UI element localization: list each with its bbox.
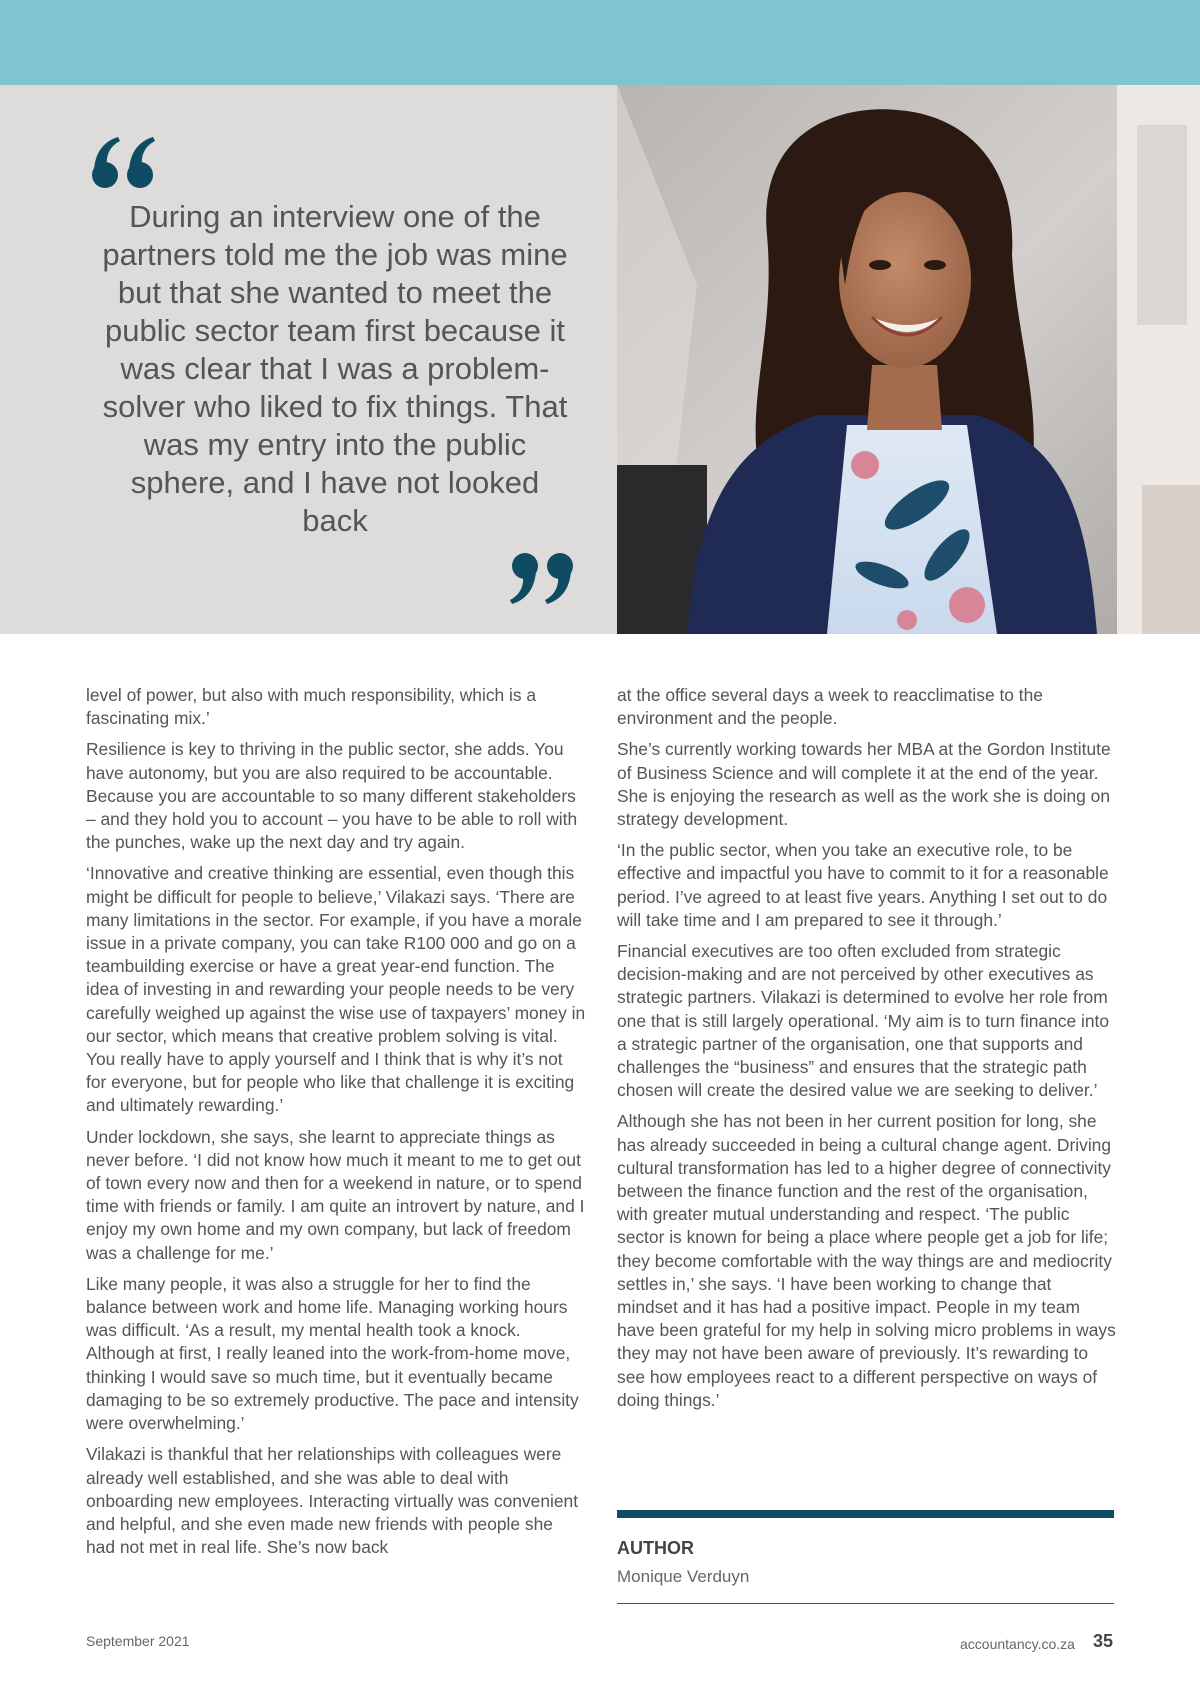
footer-site: accountancy.co.za bbox=[960, 1636, 1075, 1652]
paragraph: Financial executives are too often excluded from strategic decision-making and are not perceived by other executives as strategic partners. Vilakazi is determined to evolve her role from one that is still largely operational. ‘My aim is to turn finance into a strategic partner of the organisation, one that supports and challenges the “business” and ensures that the strategic path chosen will create the desired value we are seeking to deliver.’ bbox=[617, 941, 1110, 1101]
pull-quote-text: During an interview one of the partners told me the job was mine but that she wanted to meet the public sector team first because it was clear that I was a problem-solver who liked to fix things. That was my entry into the public sphere, and I have not looked back bbox=[102, 199, 568, 538]
page-number: 35 bbox=[1093, 1631, 1114, 1651]
paragraph: level of power, but also with much responsibility, which is a fascinating mix.’ bbox=[86, 685, 537, 729]
header-band bbox=[0, 0, 1200, 85]
paragraph: Although she has not been in her current position for long, she has already succeeded in being a cultural change agent. Driving cultural transformation has led to a higher degree of connectivity between the finance function and the rest of the organisation, with greater mutual understanding and respect. ‘The public sector is known for being a place where people get a job for life; they become comfortable with the way things are and mediocrity settles in,’ she says. ‘I have been working to change that mindset and it has had a positive impact. People in my team have been grateful for my help in solving micro problems in ways they may not have been aware of previously. It’s rewarding to see how employees react to a different perspective on ways of doing things.’ bbox=[617, 1111, 1116, 1410]
paragraph: at the office several days a week to reacclimatise to the environment and the people. bbox=[617, 685, 1043, 729]
footer-date: September 2021 bbox=[86, 1633, 190, 1649]
author-name: Monique Verduyn bbox=[617, 1567, 750, 1586]
portrait-photo bbox=[617, 85, 1200, 634]
right-column bbox=[617, 684, 1117, 1420]
left-column bbox=[86, 684, 586, 1567]
open-quote-icon bbox=[90, 135, 160, 191]
paragraph: ‘In the public sector, when you take an executive role, to be effective and impactful you have to commit to it for a reasonable period. I’ve agreed to at least five years. Anything I set out to do will take time and I am prepared to see it through.’ bbox=[617, 840, 1109, 930]
author-bottom-divider bbox=[617, 1603, 1114, 1604]
author-label: AUTHOR bbox=[617, 1538, 694, 1558]
paragraph: Like many people, it was also a struggle for her to find the balance between work and home life. Managing working hours was difficult. ‘As a result, my mental health took a knock. Although at first, I really leaned into the work-from-home move, thinking I would save so much time, but it eventually became damaging to be so extremely productive. The pace and intensity were overwhelming.’ bbox=[86, 1273, 579, 1434]
paragraph: Resilience is key to thriving in the public sector, she adds. You have autonomy, but you are also required to be accountable. Because you are accountable to so many different stakeholders – and they hold you to account – you have to be able to roll with the punches, wake up the next day and try again. bbox=[86, 739, 578, 853]
paragraph: Vilakazi is thankful that her relationships with colleagues were already well established, and she was able to deal with onboarding new employees. Interacting virtually was convenient and helpful, and she even made new friends with people she had not met in real life. She’s now back bbox=[86, 1444, 579, 1558]
paragraph: ‘Innovative and creative thinking are essential, even though this might be difficult for people to believe,’ Vilakazi says. ‘There are many limitations in the sector. For example, if you have a morale issue in a private company, you can take R100 000 and go on a teambuilding exercise or have a great year-end function. The idea of investing in and rewarding your people needs to be very carefully weighed up against the wise use of taxpayers’ money in our sector, which means that creative problem solving is vital. You really have to apply yourself and I think that is why it’s not for everyone, but for people who like that challenge it is exciting and ultimately rewarding.’ bbox=[86, 863, 586, 1116]
paragraph: Under lockdown, she says, she learnt to appreciate things as never before. ‘I did not know how much it meant to me to get out of town every now and then for a weekend in nature, or to spend time with friends or family. I am quite an introvert by nature, and I enjoy my own home and my own company, but lack of freedom was a challenge for me.’ bbox=[86, 1126, 585, 1263]
paragraph: She’s currently working towards her MBA at the Gordon Institute of Business Science and will complete it at the end of the year. She is enjoying the research as well as the work she is doing on strategy development. bbox=[617, 739, 1111, 830]
author-divider bbox=[617, 1510, 1114, 1518]
close-quote-icon bbox=[505, 550, 575, 606]
